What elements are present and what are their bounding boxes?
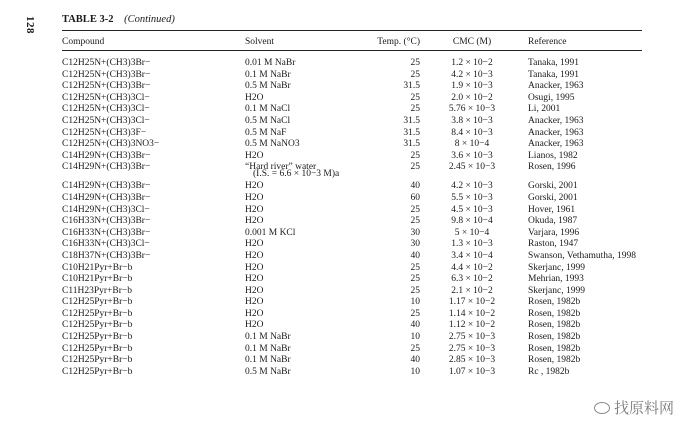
cell-reference: Gorski, 2001	[528, 192, 578, 203]
cell-reference: Rosen, 1982b	[528, 320, 581, 331]
table-row	[62, 309, 642, 321]
cell-temp: 25	[410, 216, 420, 227]
header-reference: Reference	[528, 37, 567, 47]
cell-cmc: 2.45 × 10−3	[448, 162, 496, 173]
header-temp: Temp. (°C)	[377, 37, 420, 47]
page-number: 128	[24, 16, 36, 34]
table-row	[62, 228, 642, 240]
cell-compound: C16H33N+(CH3)3Cl−	[62, 239, 150, 250]
table-row	[62, 128, 642, 140]
table-continued: (Continued)	[124, 14, 175, 25]
table-row	[62, 263, 642, 275]
cell-cmc: 2.0 × 10−2	[451, 92, 493, 103]
cell-compound: C12H25N+(CH3)3Br−	[62, 58, 151, 68]
cell-solvent: 0.5 M NaBr	[245, 366, 291, 377]
cell-compound: C12H25Pyr+Br−b	[62, 297, 133, 308]
cell-solvent: H2O	[245, 181, 264, 192]
table-row	[62, 70, 642, 82]
cell-compound: C10H21Pyr+Br−b	[62, 274, 133, 285]
cell-reference: Osugi, 1995	[528, 92, 575, 103]
cell-compound: C16H33N+(CH3)3Br−	[62, 216, 151, 227]
cell-solvent: 0.5 M NaBr	[245, 81, 291, 92]
cell-compound: C14H29N+(CH3)3Br−	[62, 181, 151, 192]
table-row	[62, 344, 642, 356]
table-row	[62, 162, 642, 181]
table-row	[62, 367, 642, 379]
cell-solvent: H2O	[245, 297, 264, 308]
table-row	[62, 81, 642, 93]
cell-compound: C12H25N+(CH3)3F−	[62, 127, 147, 138]
cell-cmc: 1.14 × 10−2	[448, 308, 496, 319]
wechat-icon	[594, 402, 610, 414]
cell-reference: Rosen, 1982b	[528, 355, 581, 366]
cell-compound: C11H23Pyr+Br−b	[62, 285, 133, 296]
cell-compound: C12H25N+(CH3)3Br−	[62, 69, 151, 80]
header-cmc: CMC (M)	[452, 37, 492, 47]
cell-cmc: 2.75 × 10−3	[448, 343, 496, 354]
cell-temp: 25	[410, 150, 420, 161]
cell-cmc: 2.75 × 10−3	[448, 332, 496, 343]
cell-solvent: 0.5 M NaCl	[245, 115, 291, 126]
cell-cmc: 1.07 × 10−3	[448, 366, 496, 377]
cell-reference: Rosen, 1982b	[528, 297, 581, 308]
table-row	[62, 216, 642, 228]
cell-reference: Mehrian, 1993	[528, 274, 584, 285]
cell-reference: Anacker, 1963	[528, 81, 584, 92]
cell-temp: 25	[410, 262, 420, 273]
cell-temp: 25	[410, 204, 420, 215]
cell-solvent: H2O	[245, 250, 264, 261]
table-row	[62, 274, 642, 286]
cell-solvent-note: (I.S. = 6.6 × 10−3 M)a	[253, 169, 340, 180]
cell-reference: Swanson, Vethamutha, 1998	[528, 250, 637, 261]
table-row	[62, 239, 642, 251]
cell-cmc: 4.2 × 10−3	[451, 181, 493, 192]
cell-temp: 10	[410, 366, 420, 377]
cell-temp: 30	[410, 227, 420, 238]
cell-reference: Raston, 1947	[528, 239, 579, 250]
cell-cmc: 8.4 × 10−3	[451, 127, 493, 138]
cell-compound: C14H29N+(CH3)3Br−	[62, 192, 151, 203]
table-row	[62, 139, 642, 151]
cell-compound: C14H29N+(CH3)3Cl−	[62, 204, 150, 215]
cell-compound: C16H33N+(CH3)3Br−	[62, 227, 151, 238]
cell-temp: 60	[410, 192, 420, 203]
cell-cmc: 3.6 × 10−3	[451, 150, 493, 161]
cell-temp: 31.5	[403, 115, 420, 126]
cell-cmc: 2.1 × 10−2	[451, 285, 493, 296]
cell-reference: Varjara, 1996	[528, 227, 580, 238]
table-row	[62, 58, 642, 70]
cell-solvent: H2O	[245, 204, 264, 215]
table-row	[62, 297, 642, 309]
cell-solvent: 0.001 M KCl	[245, 227, 296, 238]
cell-temp: 40	[410, 181, 420, 192]
cell-solvent: H2O	[245, 274, 264, 285]
watermark	[594, 397, 674, 418]
cell-temp: 30	[410, 239, 420, 250]
table-row	[62, 205, 642, 217]
cell-temp: 25	[410, 162, 420, 173]
table-row	[62, 251, 642, 263]
cell-solvent: “Hard river” water	[245, 162, 317, 173]
cell-compound: C10H21Pyr+Br−b	[62, 262, 133, 273]
table-row	[62, 93, 642, 105]
table-row	[62, 116, 642, 128]
table-row	[62, 151, 642, 163]
cell-reference: Anacker, 1963	[528, 139, 584, 150]
cell-cmc: 6.3 × 10−2	[451, 274, 493, 285]
top-rule	[62, 30, 642, 31]
cell-cmc: 1.2 × 10−2	[451, 58, 493, 68]
cell-reference: Hover, 1961	[528, 204, 576, 215]
cell-reference: Okuda, 1987	[528, 216, 578, 227]
cell-reference: Gorski, 2001	[528, 181, 578, 192]
cell-temp: 25	[410, 308, 420, 319]
cell-reference: Rosen, 1982b	[528, 343, 581, 354]
cell-cmc: 2.85 × 10−3	[448, 355, 496, 366]
table-row	[62, 320, 642, 332]
cell-compound: C12H25Pyr+Br−b	[62, 320, 133, 331]
cell-temp: 25	[410, 343, 420, 354]
cell-temp: 10	[410, 297, 420, 308]
cell-compound: C12H25Pyr+Br−b	[62, 308, 133, 319]
cell-solvent: H2O	[245, 262, 264, 273]
cell-cmc: 9.8 × 10−4	[451, 216, 493, 227]
cell-reference: Skerjanc, 1999	[528, 285, 585, 296]
cell-solvent: 0.5 M NaNO3	[245, 139, 300, 150]
cell-cmc: 4.5 × 10−3	[451, 204, 493, 215]
cell-reference: Anacker, 1963	[528, 115, 584, 126]
cell-compound: C12H25N+(CH3)3Cl−	[62, 104, 150, 115]
cell-reference: Lianos, 1982	[528, 150, 578, 161]
cell-solvent: 0.5 M NaF	[245, 127, 287, 138]
cell-cmc: 5 × 10−4	[454, 227, 490, 238]
cell-solvent: H2O	[245, 239, 264, 250]
cell-cmc: 1.3 × 10−3	[451, 239, 493, 250]
cell-temp: 40	[410, 320, 420, 331]
cell-temp: 25	[410, 285, 420, 296]
cell-temp: 25	[410, 69, 420, 80]
cell-compound: C12H25N+(CH3)3Cl−	[62, 92, 150, 103]
cell-solvent: 0.1 M NaBr	[245, 332, 291, 343]
cell-compound: C12H25N+(CH3)3NO3−	[62, 139, 160, 150]
cell-cmc: 1.9 × 10−3	[451, 81, 493, 92]
table-title	[62, 14, 175, 25]
cell-solvent: H2O	[245, 308, 264, 319]
cell-cmc: 4.2 × 10−3	[451, 69, 493, 80]
table-label: TABLE 3-2	[62, 14, 114, 25]
cell-cmc: 8 × 10−4	[454, 139, 490, 150]
cell-reference: Tanaka, 1991	[528, 69, 580, 80]
cell-cmc: 1.17 × 10−2	[448, 297, 496, 308]
cell-compound: C12H25Pyr+Br−b	[62, 366, 133, 377]
cell-temp: 40	[410, 355, 420, 366]
cell-temp: 25	[410, 58, 420, 68]
cell-reference: Rc , 1982b	[528, 366, 570, 377]
cell-solvent: H2O	[245, 285, 264, 296]
cell-solvent: H2O	[245, 216, 264, 227]
table-row	[62, 193, 642, 205]
table-body	[0, 58, 686, 378]
cell-temp: 31.5	[403, 81, 420, 92]
cell-solvent: 0.1 M NaBr	[245, 69, 291, 80]
cell-compound: C12H25Pyr+Br−b	[62, 332, 133, 343]
cell-reference: Rosen, 1982b	[528, 332, 581, 343]
cell-solvent: H2O	[245, 150, 264, 161]
header-rule	[62, 50, 642, 51]
cell-temp: 40	[410, 250, 420, 261]
watermark-text: 找原料网	[613, 399, 674, 417]
table-row	[62, 286, 642, 298]
cell-reference: Rosen, 1996	[528, 162, 576, 173]
cell-reference: Li, 2001	[528, 104, 561, 115]
cell-reference: Rosen, 1982b	[528, 308, 581, 319]
cell-solvent: H2O	[245, 320, 264, 331]
cell-solvent: 0.1 M NaBr	[245, 343, 291, 354]
cell-solvent: 0.1 M NaCl	[245, 104, 291, 115]
table-row	[62, 181, 642, 193]
cell-compound: C12H25N+(CH3)3Cl−	[62, 115, 150, 126]
table-row	[62, 332, 642, 344]
cell-solvent: 0.01 M NaBr	[245, 58, 296, 68]
cell-solvent: H2O	[245, 92, 264, 103]
cell-compound: C12H25Pyr+Br−b	[62, 355, 133, 366]
table-row	[62, 104, 642, 116]
cell-cmc: 5.5 × 10−3	[451, 192, 493, 203]
cell-cmc: 3.4 × 10−4	[451, 250, 493, 261]
cell-solvent: 0.1 M NaBr	[245, 355, 291, 366]
cell-temp: 25	[410, 104, 420, 115]
cell-temp: 25	[410, 92, 420, 103]
cell-temp: 10	[410, 332, 420, 343]
cell-compound: C12H25Pyr+Br−b	[62, 343, 133, 354]
cell-cmc: 4.4 × 10−2	[451, 262, 493, 273]
header-solvent: Solvent	[245, 37, 275, 47]
cell-temp: 31.5	[403, 127, 420, 138]
cell-reference: Tanaka, 1991	[528, 58, 580, 68]
cell-cmc: 3.8 × 10−3	[451, 115, 493, 126]
cell-temp: 31.5	[403, 139, 420, 150]
cell-solvent: H2O	[245, 192, 264, 203]
cell-cmc: 5.76 × 10−3	[448, 104, 496, 115]
cell-temp: 25	[410, 274, 420, 285]
header-compound: Compound	[62, 37, 105, 47]
cell-reference: Skerjanc, 1999	[528, 262, 585, 273]
cell-compound: C14H29N+(CH3)3Br−	[62, 150, 151, 161]
table-row	[62, 355, 642, 367]
cell-compound: C14H29N+(CH3)3Br−	[62, 162, 151, 173]
cell-reference: Anacker, 1963	[528, 127, 584, 138]
cell-compound: C12H25N+(CH3)3Br−	[62, 81, 151, 92]
cell-cmc: 1.12 × 10−2	[448, 320, 496, 331]
cell-compound: C18H37N+(CH3)3Br−	[62, 250, 151, 261]
